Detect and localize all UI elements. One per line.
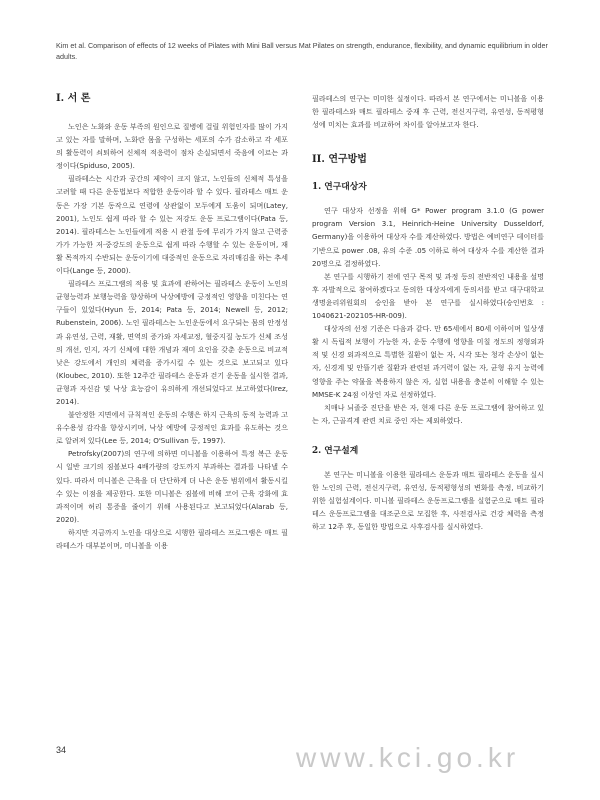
paragraph: 하지만 지금까지 노인을 대상으로 시행한 필라테스 프로그램은 매트 필라테스가 대부분이며, 미니볼을 이용 xyxy=(56,527,288,550)
paragraph: 필라테스 프로그램의 적용 및 효과에 관하여는 필라테스 운동이 노인의 균형능력과 보행능력을 향상하며 낙상예방에 긍정적인 영향을 미친다는 연구들이 있었다(Hyun 등, 2014; Pata 등, 2014; Newell 등, 2012; Rubenstein, 2006). 노인 필라테스는 노인운동에서 요구되는 몸의 안정성과 유연성, 근력, 재활, 면역의 증가와 자세교정, 혈중지질 농도가 신체 조성의 개선, 인지, 자기 신체에 대한 개념과 재미 요인을 갖춘 운동으로 비교적 낮은 강도에서 개인의 체력을 증가시킬 수 있는 것으로 보고되고 있다(Kloubec, 2010). 또한 12주간 필라테스 운동과 걷기 운동을 실시한 결과, 균형과 자신감 및 낙상 효능감이 유의하게 개선되었다고 보고하였다(Irez, 2014). xyxy=(56,279,288,406)
paragraph: 본 연구를 시행하기 전에 연구 목적 및 과정 등의 전반적인 내용을 설명 후 자발적으로 참여하겠다고 동의한 대상자에게 동의서를 받고 대구대학교 생명윤리위원회의 승인을 받아 본 연구를 실시하였다(승인번호 : 1040621-202105-HR-009). xyxy=(312,271,544,321)
running-head: Kim et al. Comparison of effects of 12 weeks of Pilates with Mini Ball versus Mat Pilates on strength, endurance, flexibility, and dynamic equilibrium in older adults. xyxy=(56,41,548,61)
paragraph: 연구 대상자 선정을 위해 G* Power program 3.1.0 (G power program Version 3.1, Heinrich-Heine University Dusseldorf, Germany)을 이용하여 대상자 수를 계산하였다. 방법은 예비연구 데이터를 기반으로 power .08, 유의 수준 .05 이하로 하여 대상자 수를 계산한 결과 20명으로 결정하였다. xyxy=(312,206,544,268)
paragraph: 노인은 노화와 운동 부족의 원인으로 질병에 걸릴 위험인자를 많이 가지고 있는 자를 말하며, 노화란 몸을 구성하는 세포의 수가 감소하고 각 세포의 활동력이 쇠퇴하여 신체적 적응력이 점차 손실되면서 죽음에 이르는 과정이다(Spiduso, 2005). xyxy=(56,122,288,171)
left-column xyxy=(56,92,288,552)
right-column xyxy=(312,92,544,533)
paragraph: Petrofsky(2007)의 연구에 의하면 미니볼을 이용하여 특정 복근 운동 시 일반 크기의 짐볼보다 4배가량의 강도까지 부과하는 결과를 나타낼 수 있다. 따라서 미니볼은 근육을 더 단단하게 더 나은 운동 범위에서 활동시킬 수 있는 이점을 제공한다. 또한 미니볼은 짐볼에 비해 코어 근육 강화에 효과적이며 허리 통증을 줄이기 위해 사용된다고 보고되었다(Alarab 등, 2020). xyxy=(56,449,288,524)
paragraph-continued: 필라테스의 연구는 미미한 실정이다. 따라서 본 연구에서는 미니볼을 이용한 필라테스와 매트 필라테스 중재 후 근력, 전신지구력, 유연성, 동적평형성에 미치는 효과를 비교하여 차이를 알아보고자 한다. xyxy=(312,94,544,130)
paragraph: 대상자의 선정 기준은 다음과 같다. 만 65세에서 80세 이하이며 일상생활 시 독립적 보행이 가능한 자, 운동 수행에 영향을 미칠 정도의 정형외과적 및 신경 외과적으로 특별한 질환이 없는 자, 시각 또는 청각 손상이 없는 자, 신경계 및 안뜰기관 질환과 관련된 과거력이 없는 자, 균형 유지 능력에 영향을 주는 약물을 복용하지 않은 자, 실험 내용을 충분히 이해할 수 있는 MMSE-K 24점 이상인 자로 선정하였다. xyxy=(312,324,544,399)
subsection-title-design: 2. 연구설계 xyxy=(312,445,359,456)
paragraph: 치매나 뇌졸중 진단을 받은 자, 현재 다른 운동 프로그램에 참여하고 있는 자, 근골격계 관련 치료 중인 자는 제외하였다. xyxy=(312,402,544,425)
page-number: 34 xyxy=(56,745,67,755)
section-title-methods: II. 연구방법 xyxy=(312,154,367,166)
watermark: www.kci.go.kr xyxy=(296,742,520,773)
paragraph: 불안정한 지면에서 규칙적인 운동의 수행은 하지 근육의 동적 능력과 고유수용성 감각을 향상시키며, 낙상 예방에 긍정적인 효과를 유도하는 것으로 알려져 있다(Lee 등, 2014; O'Sullivan 등, 1997). xyxy=(56,410,288,446)
subsection-title-subjects: 1. 연구대상자 xyxy=(312,182,367,193)
paragraph: 본 연구는 미니볼을 이용한 필라테스 운동과 매트 필라테스 운동을 실시한 노인의 근력, 전신지구력, 유연성, 동적평형성의 변화를 측정, 비교하기 위한 실험설계이다. 미니볼 필라테스 운동프로그램을 실험군으로 매트 필라테스 운동프로그램을 대조군으로 모집한 후, 사전검사로 건강 체력을 측정하고 12주 후, 동일한 방법으로 사후검사를 실시하였다. xyxy=(312,469,544,532)
paragraph: 필라테스는 시간과 공간의 제약이 크지 않고, 노인들의 신체적 특성을 고려할 때 다른 운동법보다 적합한 운동이라 할 수 있다. 필라테스 매트 운동은 가장 기본 동작으로 연령에 상관없이 모두에게 도움이 되며(Latey, 2001), 노인도 쉽게 따라 할 수 있는 저강도 운동 프로그램이다(Pata 등, 2014). 필라테스는 노인들에게 적용 시 관절 등에 무리가 가지 않고 근력증가가 가능한 저·중강도의 운동으로 쉽게 따라 수행할 수 있는 운동이며, 재활 목적까지 수반되는 운동이기에 대중적인 운동으로 자리매김을 하는 추세이다(Lange 등, 2000). xyxy=(56,174,288,276)
section-title-introduction: I. 서 론 xyxy=(56,93,91,104)
